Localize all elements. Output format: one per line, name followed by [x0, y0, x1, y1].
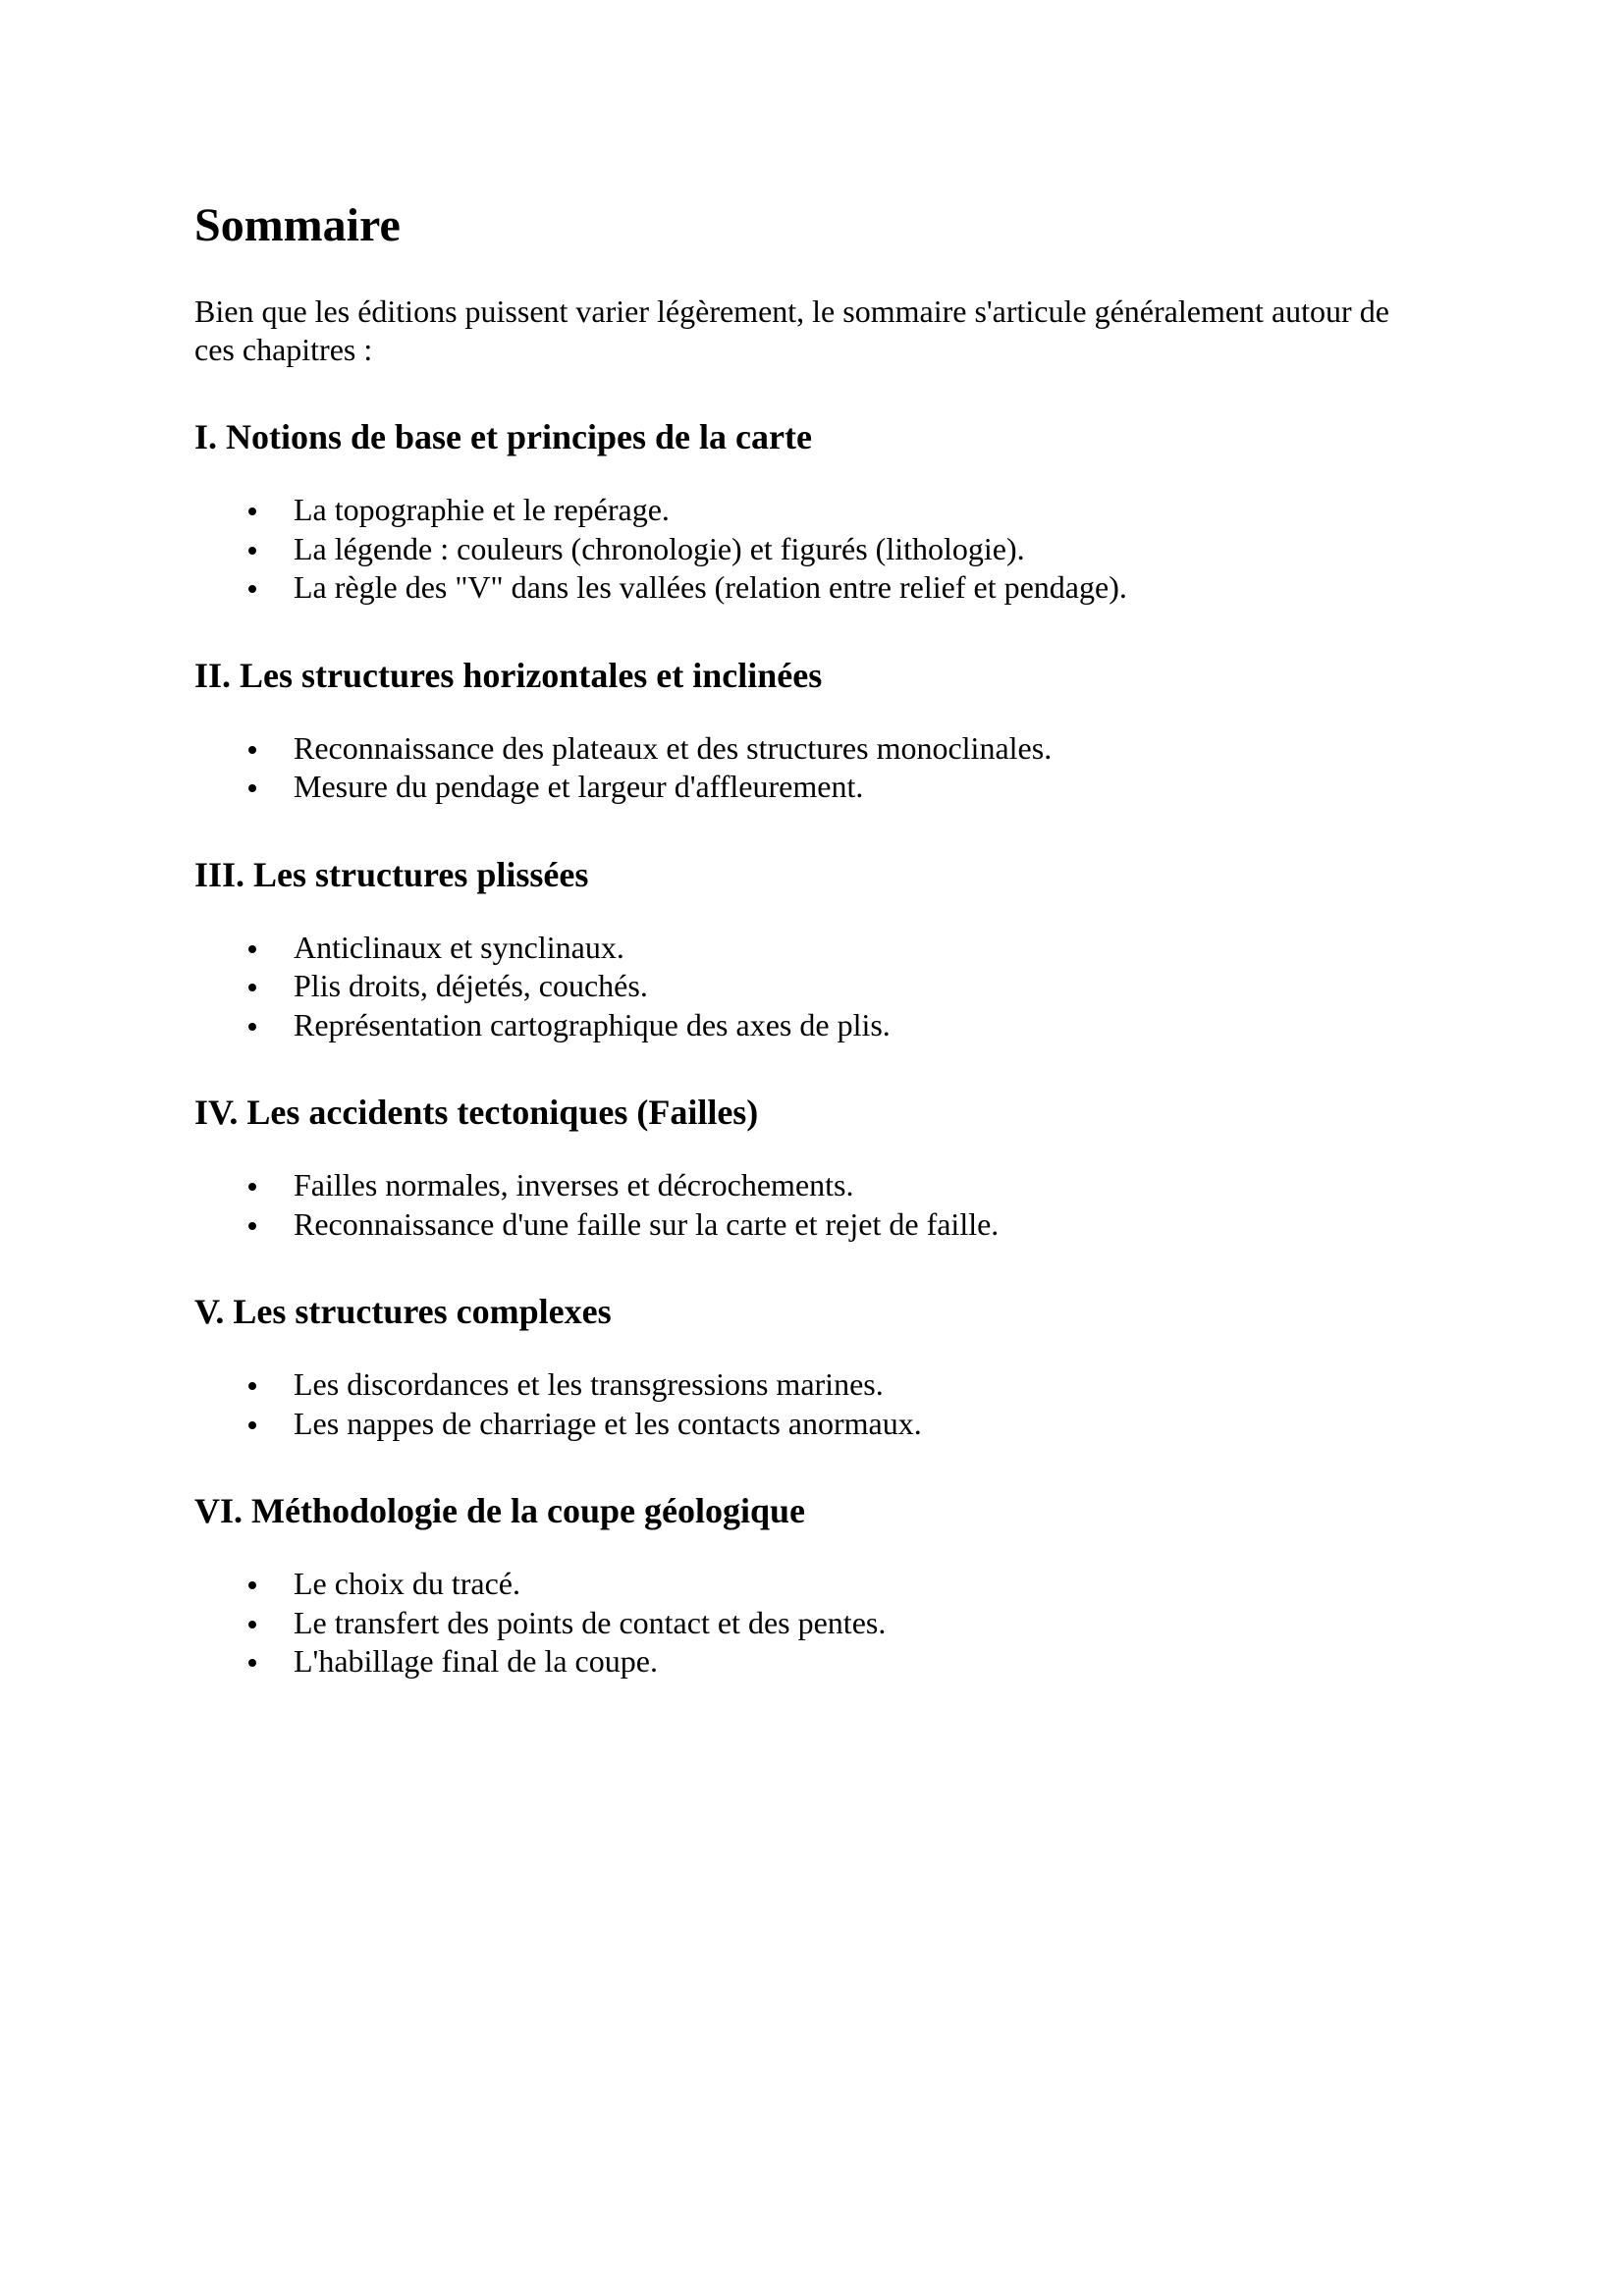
- list-item-text: La topographie et le repérage.: [294, 492, 670, 527]
- list-item-text: Mesure du pendage et largeur d'affleurement.: [294, 769, 864, 804]
- list-item: [194, 967, 1432, 1006]
- bullet-icon: [248, 1581, 256, 1589]
- section-6: [194, 1489, 1432, 1682]
- list-item: [194, 1604, 1432, 1643]
- list-item: [194, 1166, 1432, 1205]
- bullet-icon: [248, 547, 256, 555]
- list-item: [194, 1642, 1432, 1682]
- bullet-icon: [248, 784, 256, 792]
- section-5: [194, 1290, 1432, 1443]
- bullet-icon: [248, 746, 256, 754]
- section-heading: V. Les structures complexes: [194, 1292, 612, 1331]
- list-item: [194, 929, 1432, 968]
- bullet-icon: [248, 1382, 256, 1390]
- list-item: [194, 491, 1432, 530]
- bullet-icon: [248, 585, 256, 593]
- list-item-text: Reconnaissance des plateaux et des structures monoclinales.: [294, 729, 1053, 766]
- bullet-list: [194, 491, 1432, 608]
- list-item-text: La légende : couleurs (chronologie) et figurés (lithologie).: [294, 530, 1025, 566]
- section-heading: III. Les structures plissées: [194, 854, 589, 894]
- page-title: Sommaire: [194, 199, 401, 251]
- intro-paragraph: Bien que les éditions puissent varier légèrement, le sommaire s'articule généralement autour de ces chapitres :: [194, 294, 1389, 367]
- list-item: [194, 530, 1432, 569]
- bullet-icon: [248, 945, 256, 953]
- bullet-icon: [248, 1659, 256, 1667]
- section-3: [194, 853, 1432, 1045]
- list-item-text: La règle des "V" dans les vallées (relation entre relief et pendage).: [294, 569, 1127, 605]
- list-item: [194, 1006, 1432, 1045]
- list-item-text: Représentation cartographique des axes de plis.: [294, 1006, 891, 1042]
- bullet-list: [194, 1166, 1432, 1244]
- bullet-list: [194, 1365, 1432, 1443]
- bullet-list: [194, 729, 1432, 807]
- list-item: [194, 1565, 1432, 1604]
- list-item-text: Les nappes de charriage et les contacts anormaux.: [294, 1405, 922, 1441]
- list-item: [194, 1205, 1432, 1245]
- section-4: [194, 1091, 1432, 1244]
- section-heading: II. Les structures horizontales et inclinées: [194, 655, 823, 695]
- list-item-text: Anticlinaux et synclinaux.: [294, 929, 624, 965]
- list-item-text: Le transfert des points de contact et des pentes.: [294, 1604, 887, 1640]
- section-2: [194, 654, 1432, 807]
- section-heading: IV. Les accidents tectoniques (Failles): [194, 1093, 759, 1132]
- section-heading: VI. Méthodologie de la coupe géologique: [194, 1491, 805, 1530]
- bullet-list: [194, 1565, 1432, 1682]
- list-item-text: Les discordances et les transgressions marines.: [294, 1366, 884, 1402]
- section-1: [194, 415, 1432, 608]
- list-item-text: Le choix du tracé.: [294, 1566, 520, 1601]
- list-item: [194, 729, 1432, 769]
- bullet-icon: [248, 1222, 256, 1230]
- list-item-text: Reconnaissance d'une faille sur la carte et rejet de faille.: [294, 1205, 1000, 1242]
- section-heading: I. Notions de base et principes de la carte: [194, 417, 812, 456]
- document-content: [194, 191, 1432, 1682]
- bullet-icon: [248, 984, 256, 991]
- list-item: [194, 768, 1432, 807]
- list-item-text: Failles normales, inverses et décrochements.: [294, 1167, 854, 1202]
- list-item: [194, 568, 1432, 608]
- bullet-icon: [248, 1023, 256, 1031]
- bullet-icon: [248, 1421, 256, 1429]
- bullet-icon: [248, 507, 256, 515]
- list-item-text: Plis droits, déjetés, couchés.: [294, 968, 648, 1003]
- bullet-list: [194, 929, 1432, 1045]
- bullet-icon: [248, 1183, 256, 1191]
- bullet-icon: [248, 1621, 256, 1629]
- list-item: [194, 1365, 1432, 1405]
- list-item-text: L'habillage final de la coupe.: [294, 1643, 658, 1679]
- list-item: [194, 1405, 1432, 1444]
